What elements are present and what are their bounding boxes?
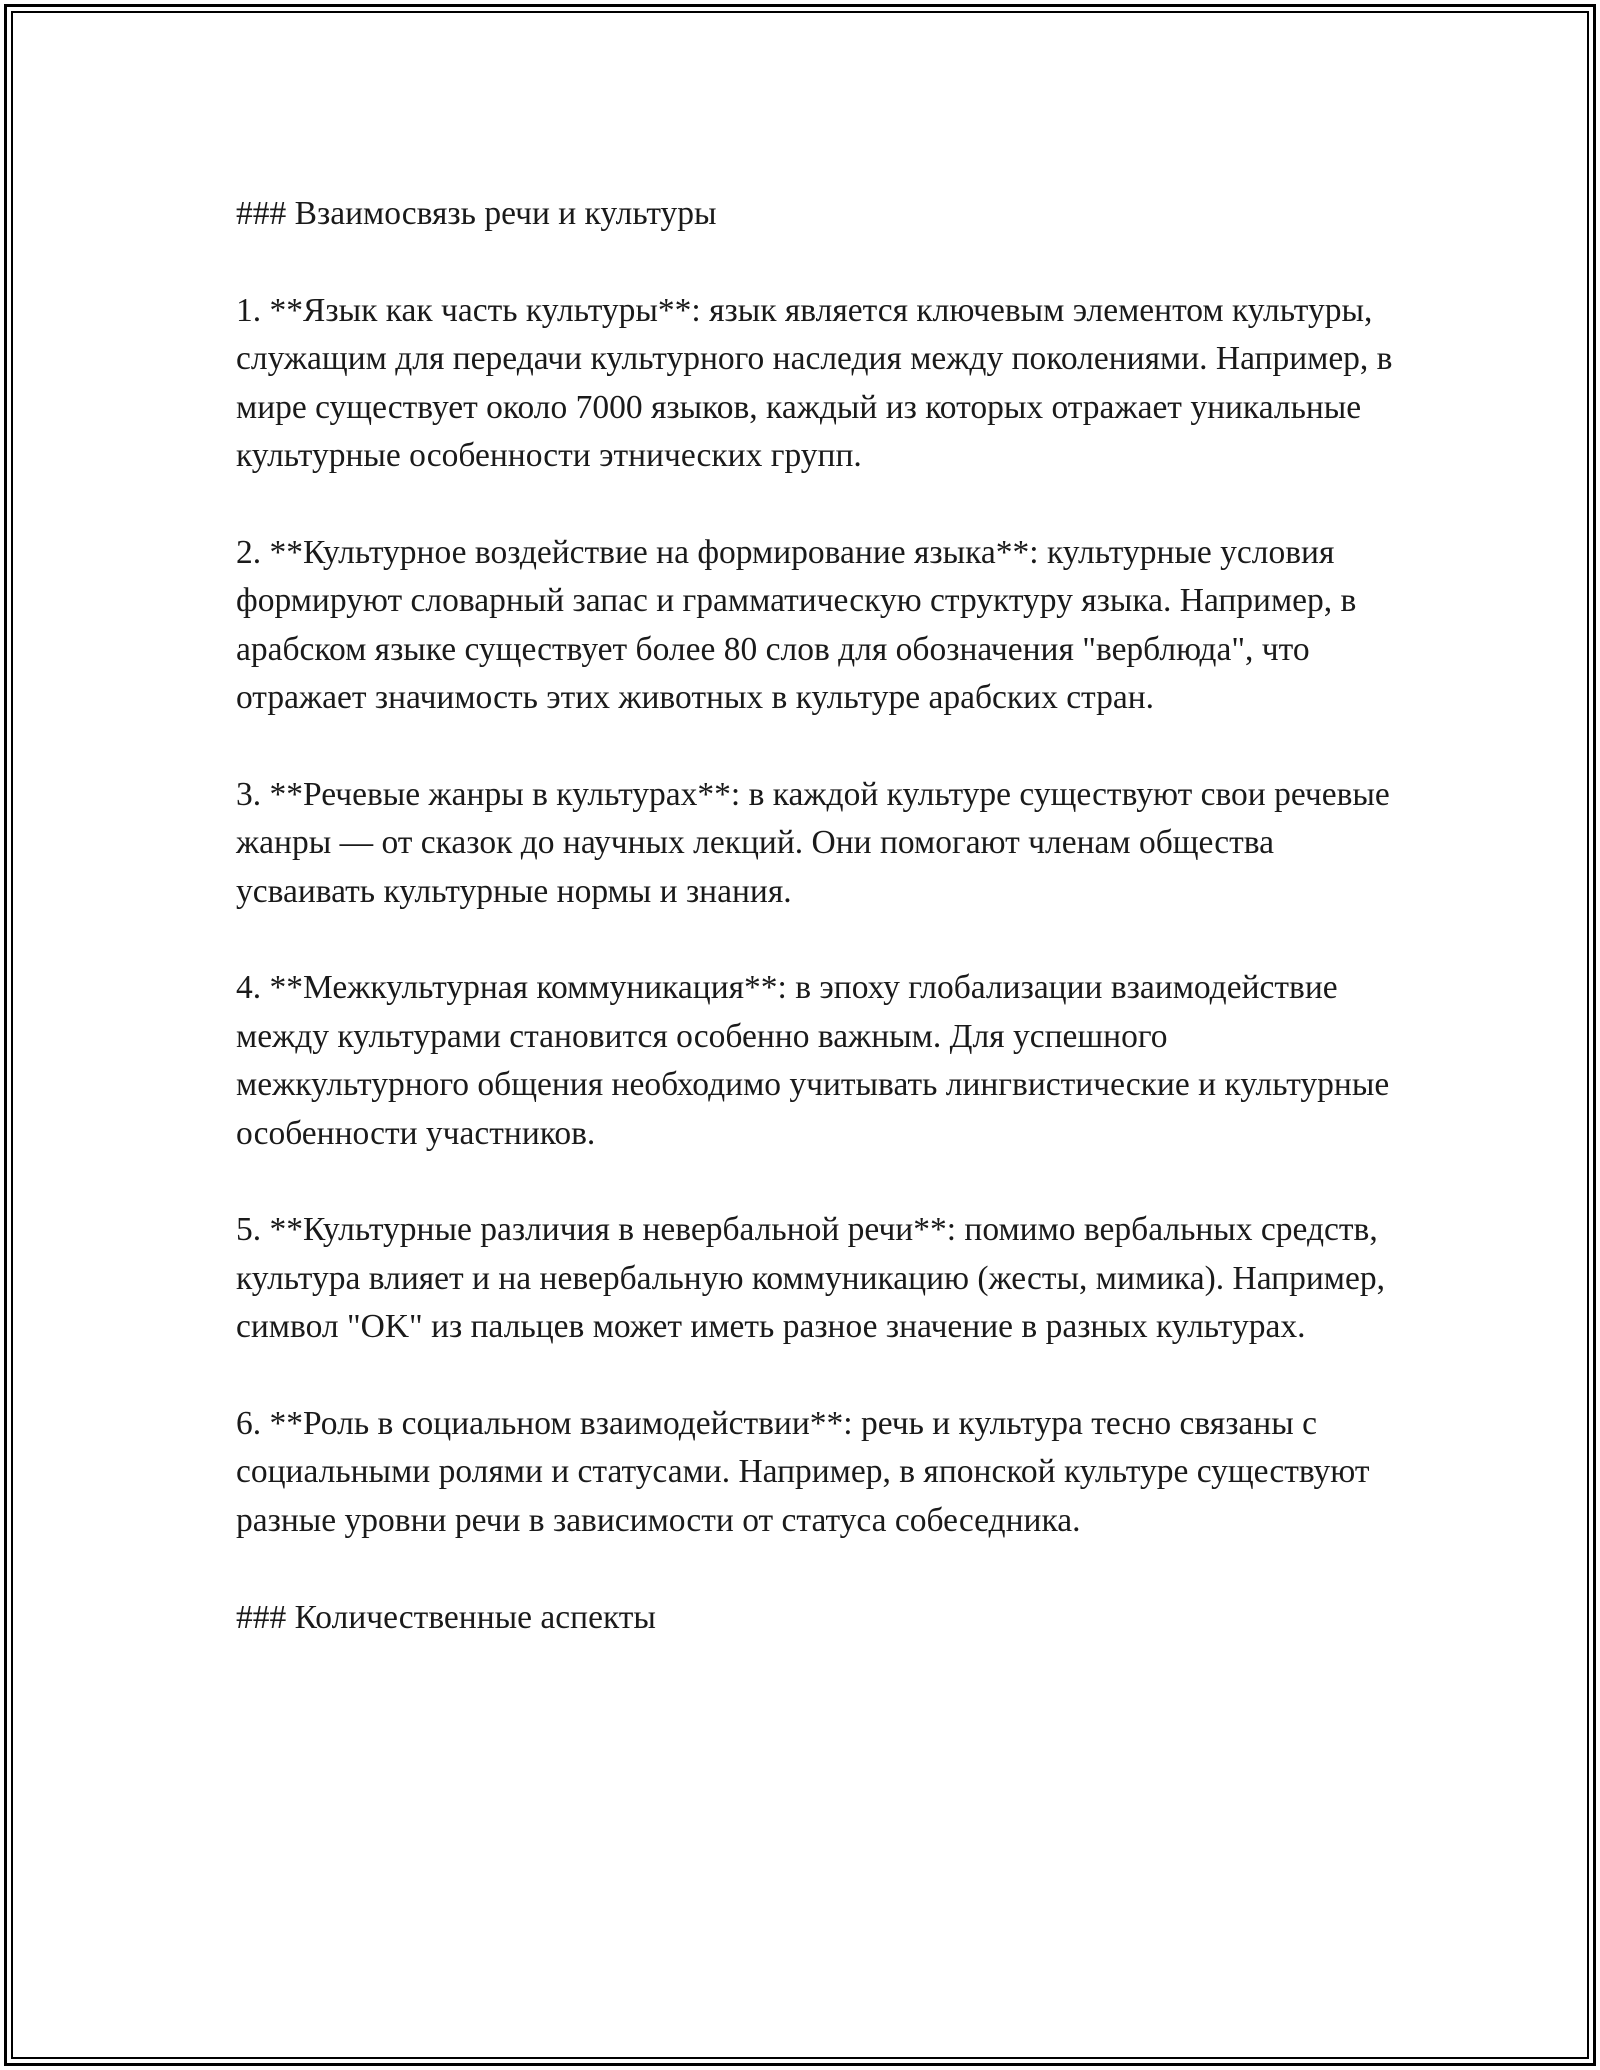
section-heading-relationship: ### Взаимосвязь речи и культуры [236, 195, 717, 232]
paragraph-intercultural-communication: 4. **Межкультурная коммуникация**: в эпоху глобализации взаимодействие между культурами становится особенно важным. Для успешного межкультурного общения необходимо учитывать лингвистические и культурные особенности участников. [236, 969, 1390, 1152]
paragraph-cultural-influence: 2. **Культурное воздействие на формирование языка**: культурные условия формируют словарный запас и грамматическую структуру языка. Например, в арабском языке существует более 80 слов для обозначения "верблюда", что отражает значимость этих животных в культуре арабских стран. [236, 533, 1357, 717]
document-body [236, 190, 1396, 1690]
section-heading-quantitative: ### Количественные аспекты [236, 1598, 656, 1636]
paragraph-language-part-of-culture: 1. **Язык как часть культуры**: язык является ключевым элементом культуры, служащим для передачи культурного наследия между поколениями. Например, в мире существует около 7000 языков, каждый из которых отражает уникальные культурные особенности этнических групп. [236, 291, 1393, 475]
paragraph-social-interaction: 6. **Роль в социальном взаимодействии**: речь и культура тесно связаны с социальными ролями и статусами. Например, в японской культуре существуют разные уровни речи в зависимости от статуса собеседника. [236, 1405, 1370, 1539]
paragraph-nonverbal-differences: 5. **Культурные различия в невербальной речи**: помимо вербальных средств, культура влияет и на невербальную коммуникацию (жесты, мимика). Например, символ "OK" из пальцев может иметь разное значение в разных культурах. [236, 1211, 1385, 1346]
paragraph-speech-genres: 3. **Речевые жанры в культурах**: в каждой культуре существуют свои речевые жанры — от сказок до научных лекций. Они помогают членам общества усваивать культурные нормы и знания. [236, 775, 1390, 910]
